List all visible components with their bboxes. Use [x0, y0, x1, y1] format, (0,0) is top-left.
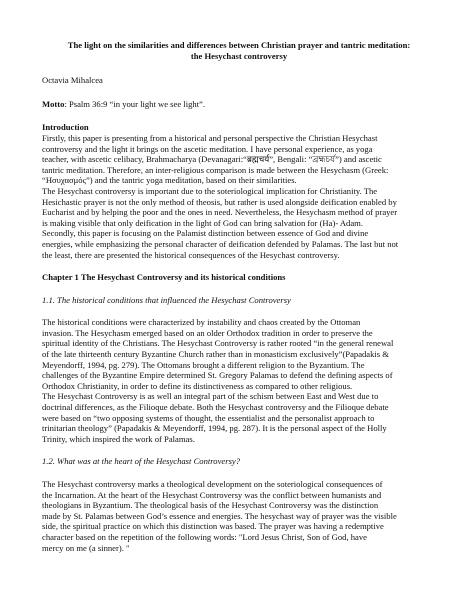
document-content	[42, 40, 436, 565]
text-line: theologians in Byzantium. The theological basis of the Hesychast Controversy was the distinction	[42, 500, 379, 511]
text-line: doctrinal differences, as the Filioque debate. Both the Hesychast controversy and the Filioque debate	[42, 402, 389, 413]
motto-text: : Psalm 36:9 “in your light we see light”.	[64, 98, 206, 109]
text-line: invasion. The Hesychasm emerged based on an older Orthodox tradition in order to preserve the	[42, 327, 373, 338]
section-1-1-body	[42, 317, 436, 444]
text-line: challenges of the Byzantine Empire determined St. Gregory Palamas to defend the defining aspects of	[42, 370, 393, 381]
text-line: Orthodox Christianity, in order to define its distinctiveness as compared to other religious.	[42, 380, 353, 391]
introduction-body	[42, 133, 436, 260]
text-line: the least, there are presented the historical consequences of the Hesychast controversy.	[42, 249, 340, 260]
title-line-1: The light on the similarities and differences between Christian prayer and tantric meditation:	[67, 40, 411, 50]
chapter-1-heading: Chapter 1 The Hesychast Controversy and its historical conditions	[42, 272, 286, 283]
text-line: Firstly, this paper is presenting from a historical and personal perspective the Christian Hesychast	[42, 132, 378, 143]
text-line: teacher, with ascetic celibacy, Brahmacharya (Devanagari:“ब्रह्मचर्य”, Bengali: “ব্রহ্মচর্য”) and ascetic	[42, 154, 382, 165]
text-line: made by St. Palamas between God’s essence and energies. The hesychast way of prayer was the visible	[42, 510, 397, 521]
text-line: Meyendorff, 1994, pg. 279). The Ottomans brought a different religion to the Byzantium. The	[42, 359, 365, 370]
text-line: controversy and the light it brings on the ascetic meditation. I have personal experience, as yoga	[42, 143, 373, 154]
motto-label: Motto	[42, 98, 65, 109]
text-line: The Hesychast Controversy is as well an integral part of the schism between East and West due to	[42, 391, 379, 402]
text-line: Trinity, which inspired the work of Palamas.	[42, 433, 195, 444]
text-line: The Hesychast controversy is important due to the soteriological implication for Christianity. The	[42, 185, 378, 196]
text-line: character based on the repetition of the following words: "Lord Jesus Christ, Son of God, have	[42, 531, 367, 542]
motto	[42, 99, 436, 110]
introduction-heading: Introduction	[42, 122, 89, 133]
text-line: trinitarian theology” (Papadakis & Meyendorff, 1994, pg. 287). It is the personal aspect of the Holly	[42, 423, 387, 434]
text-line: Eucharist and by helping the poor and the ones in need. Nevertheless, the Hesychasm method of prayer	[42, 207, 398, 218]
text-line: of the late thirteenth century Byzantine Church rather than in monasticism exclusively”(Papadakis &	[42, 349, 389, 360]
section-1-1-heading: 1.1. The historical conditions that influenced the Hesychast Controversy	[42, 294, 291, 305]
title-line-2: the Hesychast controversy	[190, 50, 288, 61]
text-line: is making visible that only deification in the light of God can bring salvation for (Ha)- Adam.	[42, 217, 364, 228]
author-name: Octavia Mihalcea	[42, 75, 103, 86]
text-line: the Incarnation. At the heart of the Hesychast Controversy was the conflict between humanists and	[42, 489, 382, 500]
section-1-2-body	[42, 479, 436, 553]
text-line: Secondly, this paper is focusing on the Palamist distinction between essence of God and divine	[42, 228, 369, 239]
text-line: energies, while emphasizing the personal character of deification defended by Palamas. The last but not	[42, 238, 399, 249]
text-line: side, the spiritual practice on which this distinction was based. The prayer was having a redemptive	[42, 521, 384, 532]
text-line: “Ησυχασμός”) and the tantric yoga meditation, based on their similarities.	[42, 175, 297, 186]
text-line: were based on “two opposing systems of thought, the essentialist and the personalist approach to	[42, 412, 375, 423]
document-title	[42, 40, 436, 61]
section-1-2-heading: 1.2. What was at the heart of the Hesychast Controversy?	[42, 456, 241, 467]
text-line: tantric meditation. Therefore, an inter-religious comparison is made between the Hesychasm (Greek:	[42, 164, 389, 175]
text-line: Hesichastic prayer is not the only method of theosis, but rather is used alongside deification enabled by	[42, 196, 397, 207]
text-line: spiritual identity of the Christians. The Hesychast Controversy is rather rooted “in the general renewal	[42, 338, 394, 349]
text-line: The historical conditions were characterized by instability and chaos created by the Ottoman	[42, 317, 361, 328]
text-line: mercy on me (a sinner). "	[42, 542, 130, 553]
text-line: The Hesychast controversy marks a theological development on the soteriological consequences of	[42, 479, 383, 489]
